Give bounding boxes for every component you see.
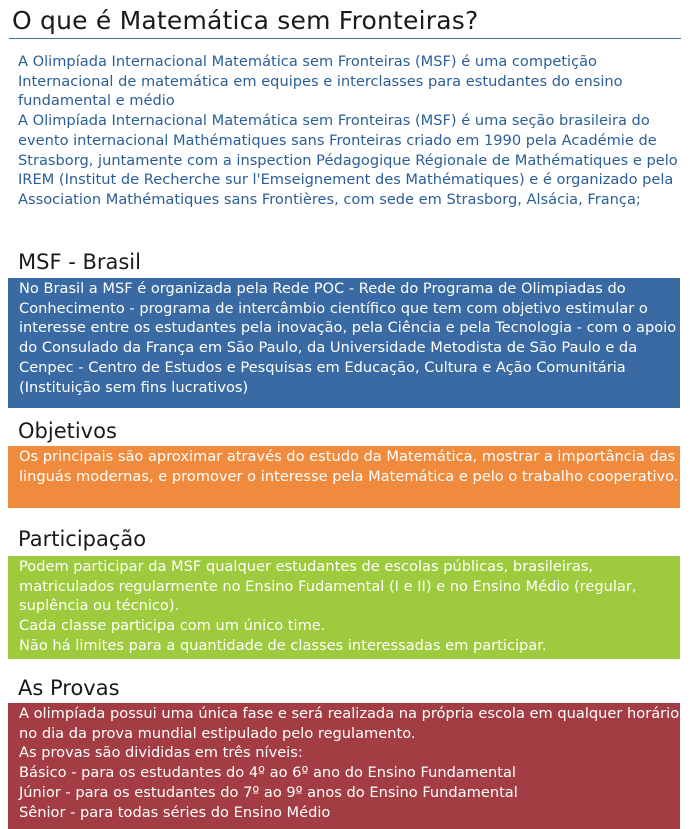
section-heading-objetivos: Objetivos [18, 419, 117, 443]
intro-paragraph: A Olimpíada Internacional Matemática sem Fronteiras (MSF) é uma seção brasileira do evento internacional Mathématiques sans Fronteiras criado em 1990 pela Académie de Strasborg, juntamente com a inspection Pédagogique Régionale de Mathématiques e pelo IREM (Institut de Recherche sur l'Emseignement des Mathématiques) e é organizado pela Association Mathématiques sans Frontières, com sede em Strasborg, Alsácia, França; [18, 112, 678, 208]
section-text: Cada classe participa com um único time. [19, 617, 326, 635]
section-band-participacao [8, 556, 680, 659]
section-text: Os principais são aproximar através do estudo da Matemática, mostrar a importância das linguás modernas, e promover o interesse pela Matemática e pelo o trabalho cooperativo. [19, 448, 679, 485]
section-band-as-provas [8, 703, 680, 829]
section-heading-msf-brasil: MSF - Brasil [18, 250, 141, 274]
section-band-msf-brasil [8, 278, 680, 408]
section-text: As provas são divididas em três níveis: [19, 744, 303, 762]
intro-paragraph: A Olimpíada Internacional Matemática sem Fronteiras (MSF) é uma competição Internacional de matemática em equipes e interclasses para estudantes do ensino fundamental e médio [18, 53, 623, 110]
section-text: No Brasil a MSF é organizada pela Rede POC - Rede do Programa de Olimpiadas do Conhecimento - programa de intercâmbio científico que tem com objetivo estimular o interesse entre os estudantes pela inovação, pela Ciência e pela Tecnologia - com o apoio do Consulado da França em São Paulo, da Universidade Metodista de São Paulo e da Cenpec - Centro de Estudos e Pesquisas em Educação, Cultura e Ação Comunitária (Instituição sem fins lucrativos) [19, 280, 677, 396]
section-text: Básico - para os estudantes do 4º ao 6º ano do Ensino Fundamental [19, 764, 516, 782]
title-divider [9, 38, 681, 39]
page-title: O que é Matemática sem Fronteiras? [12, 6, 479, 35]
section-band-objetivos [8, 446, 680, 508]
section-heading-as-provas: As Provas [18, 676, 120, 700]
section-text: A olimpíada possui uma única fase e será realizada na própria escola em qualquer horário no dia da prova mundial estipulado pelo regulamento. [19, 705, 680, 742]
section-heading-participacao: Participação [18, 527, 147, 551]
section-text: Sênior - para todas séries do Ensino Médio [19, 803, 331, 821]
section-text: Podem participar da MSF qualquer estudantes de escolas públicas, brasileiras, matriculados regularmente no Ensino Fudamental (I e II) e no Ensino Médio (regular, suplência ou técnico). [19, 558, 637, 615]
intro-text [18, 52, 680, 210]
section-text: Júnior - para os estudantes do 7º ao 9º anos do Ensino Fundamental [19, 783, 518, 801]
section-text: Não há limites para a quantidade de classes interessadas em participar. [19, 636, 547, 654]
